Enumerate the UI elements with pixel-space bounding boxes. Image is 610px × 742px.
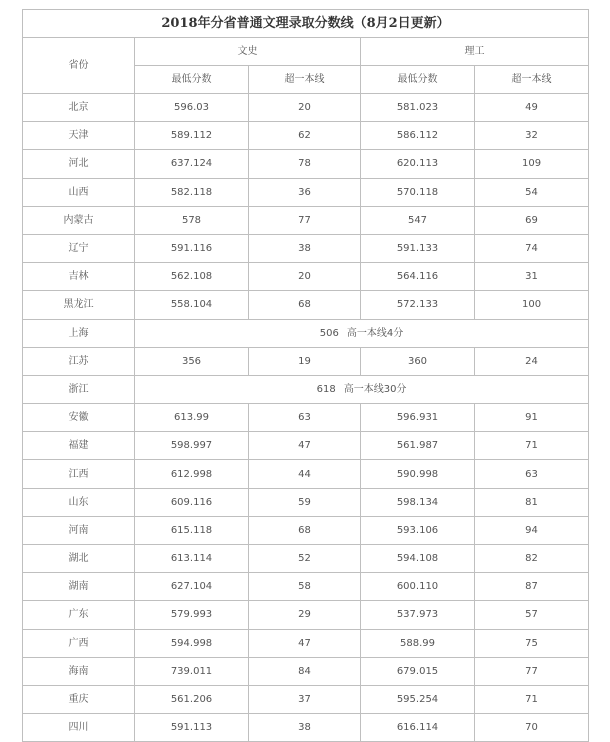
wenshi-over-line-cell: 77 [249, 206, 361, 234]
ligong-min-score-cell: 600.110 [361, 573, 475, 601]
table-row [23, 516, 589, 544]
ligong-over-line-cell: 100 [475, 291, 589, 319]
wenshi-over-line-cell: 58 [249, 573, 361, 601]
province-cell: 天津 [23, 122, 135, 150]
ligong-min-score-cell: 616.114 [361, 714, 475, 742]
wenshi-min-score-cell: 596.03 [135, 94, 249, 122]
province-cell: 广东 [23, 601, 135, 629]
province-cell: 山东 [23, 488, 135, 516]
province-cell: 山西 [23, 178, 135, 206]
merged-score: 506 [319, 327, 339, 339]
wenshi-over-line-cell: 47 [249, 629, 361, 657]
wenshi-over-line-cell: 19 [249, 347, 361, 375]
table-row [23, 263, 589, 291]
ligong-over-line-cell: 77 [475, 657, 589, 685]
wenshi-over-line-cell: 52 [249, 545, 361, 573]
score-table-container [22, 9, 588, 742]
ligong-over-line-cell: 87 [475, 573, 589, 601]
wenshi-over-line-cell: 84 [249, 657, 361, 685]
province-cell: 湖北 [23, 545, 135, 573]
ligong-over-line-cell: 57 [475, 601, 589, 629]
province-cell: 河北 [23, 150, 135, 178]
table-row [23, 347, 589, 375]
ligong-min-score-cell: 596.931 [361, 404, 475, 432]
merged-note: 高一本线30分 [343, 383, 407, 395]
wenshi-over-line-cell: 37 [249, 685, 361, 713]
wenshi-min-score-cell: 612.998 [135, 460, 249, 488]
ligong-over-line-cell: 24 [475, 347, 589, 375]
wenshi-min-score-cell: 613.114 [135, 545, 249, 573]
wenshi-over-line-cell: 62 [249, 122, 361, 150]
wenshi-min-score-cell: 627.104 [135, 573, 249, 601]
ligong-min-score-cell: 564.116 [361, 263, 475, 291]
wenshi-over-line-cell: 20 [249, 94, 361, 122]
ligong-over-line-cell: 71 [475, 432, 589, 460]
province-cell: 湖南 [23, 573, 135, 601]
wenshi-min-score-cell: 558.104 [135, 291, 249, 319]
table-row [23, 206, 589, 234]
province-cell: 黑龙江 [23, 291, 135, 319]
merged-score-cell [135, 319, 589, 347]
ligong-min-score-cell: 581.023 [361, 94, 475, 122]
province-cell: 上海 [23, 319, 135, 347]
ligong-min-score-cell: 537.973 [361, 601, 475, 629]
ligong-min-score-cell: 586.112 [361, 122, 475, 150]
wenshi-min-score-cell: 582.118 [135, 178, 249, 206]
table-row [23, 545, 589, 573]
wenshi-over-line-cell: 29 [249, 601, 361, 629]
title-row [23, 10, 589, 38]
ligong-over-line-cell: 31 [475, 263, 589, 291]
ligong-min-score-cell: 593.106 [361, 516, 475, 544]
table-row [23, 291, 589, 319]
ligong-min-score-cell: 591.133 [361, 234, 475, 262]
province-cell: 海南 [23, 657, 135, 685]
province-cell: 浙江 [23, 375, 135, 403]
table-row [23, 375, 589, 403]
ligong-over-line-cell: 74 [475, 234, 589, 262]
ligong-group-header: 理工 [361, 38, 589, 66]
table-row [23, 714, 589, 742]
ligong-min-score-cell: 595.254 [361, 685, 475, 713]
wenshi-over-line-cell: 63 [249, 404, 361, 432]
wenshi-min-score-cell: 589.112 [135, 122, 249, 150]
merged-note: 高一本线4分 [346, 327, 404, 339]
province-cell: 江苏 [23, 347, 135, 375]
table-row [23, 629, 589, 657]
ligong-over-line-cell: 71 [475, 685, 589, 713]
group-header-row [23, 38, 589, 66]
wenshi-min-score-cell: 609.116 [135, 488, 249, 516]
ligong-min-score-cell: 572.133 [361, 291, 475, 319]
province-cell: 吉林 [23, 263, 135, 291]
table-row [23, 657, 589, 685]
ligong-over-line-cell: 91 [475, 404, 589, 432]
wenshi-over-line-cell: 38 [249, 234, 361, 262]
wenshi-over-line-cell: 36 [249, 178, 361, 206]
ligong-min-score-cell: 570.118 [361, 178, 475, 206]
table-row [23, 404, 589, 432]
province-cell: 河南 [23, 516, 135, 544]
wenshi-group-header: 文史 [135, 38, 361, 66]
wenshi-min-score-cell: 561.206 [135, 685, 249, 713]
table-row [23, 94, 589, 122]
wenshi-over-line-header: 超一本线 [249, 66, 361, 94]
ligong-min-score-cell: 547 [361, 206, 475, 234]
table-row [23, 150, 589, 178]
wenshi-over-line-cell: 47 [249, 432, 361, 460]
province-cell: 福建 [23, 432, 135, 460]
ligong-min-score-cell: 588.99 [361, 629, 475, 657]
wenshi-over-line-cell: 68 [249, 291, 361, 319]
province-cell: 北京 [23, 94, 135, 122]
wenshi-over-line-cell: 44 [249, 460, 361, 488]
merged-score-cell [135, 375, 589, 403]
table-row [23, 573, 589, 601]
wenshi-min-score-cell: 356 [135, 347, 249, 375]
score-table-body [23, 94, 589, 742]
ligong-over-line-cell: 94 [475, 516, 589, 544]
table-row [23, 234, 589, 262]
ligong-min-score-cell: 590.998 [361, 460, 475, 488]
province-cell: 内蒙古 [23, 206, 135, 234]
wenshi-min-score-cell: 579.993 [135, 601, 249, 629]
ligong-over-line-cell: 75 [475, 629, 589, 657]
ligong-over-line-cell: 49 [475, 94, 589, 122]
wenshi-min-score-cell: 598.997 [135, 432, 249, 460]
ligong-min-score-cell: 360 [361, 347, 475, 375]
wenshi-min-score-cell: 578 [135, 206, 249, 234]
ligong-over-line-cell: 109 [475, 150, 589, 178]
table-row [23, 122, 589, 150]
admission-score-table [22, 9, 589, 742]
merged-score: 618 [316, 383, 336, 395]
table-row [23, 432, 589, 460]
ligong-over-line-cell: 54 [475, 178, 589, 206]
ligong-min-score-cell: 561.987 [361, 432, 475, 460]
ligong-over-line-header: 超一本线 [475, 66, 589, 94]
province-column-header: 省份 [23, 38, 135, 94]
wenshi-min-score-cell: 637.124 [135, 150, 249, 178]
province-cell: 四川 [23, 714, 135, 742]
province-cell: 安徽 [23, 404, 135, 432]
wenshi-min-score-cell: 739.011 [135, 657, 249, 685]
province-cell: 广西 [23, 629, 135, 657]
wenshi-over-line-cell: 68 [249, 516, 361, 544]
ligong-over-line-cell: 82 [475, 545, 589, 573]
wenshi-over-line-cell: 59 [249, 488, 361, 516]
wenshi-over-line-cell: 20 [249, 263, 361, 291]
wenshi-min-score-cell: 591.116 [135, 234, 249, 262]
wenshi-min-score-cell: 591.113 [135, 714, 249, 742]
ligong-over-line-cell: 70 [475, 714, 589, 742]
ligong-over-line-cell: 32 [475, 122, 589, 150]
ligong-min-score-header: 最低分数 [361, 66, 475, 94]
ligong-over-line-cell: 63 [475, 460, 589, 488]
table-row [23, 460, 589, 488]
ligong-min-score-cell: 594.108 [361, 545, 475, 573]
province-cell: 重庆 [23, 685, 135, 713]
wenshi-over-line-cell: 38 [249, 714, 361, 742]
wenshi-min-score-cell: 562.108 [135, 263, 249, 291]
wenshi-min-score-cell: 613.99 [135, 404, 249, 432]
wenshi-min-score-header: 最低分数 [135, 66, 249, 94]
table-row [23, 685, 589, 713]
province-cell: 辽宁 [23, 234, 135, 262]
wenshi-min-score-cell: 615.118 [135, 516, 249, 544]
ligong-over-line-cell: 69 [475, 206, 589, 234]
ligong-min-score-cell: 679.015 [361, 657, 475, 685]
table-row [23, 178, 589, 206]
wenshi-over-line-cell: 78 [249, 150, 361, 178]
table-row [23, 601, 589, 629]
ligong-min-score-cell: 620.113 [361, 150, 475, 178]
table-row [23, 319, 589, 347]
ligong-min-score-cell: 598.134 [361, 488, 475, 516]
province-cell: 江西 [23, 460, 135, 488]
table-row [23, 488, 589, 516]
wenshi-min-score-cell: 594.998 [135, 629, 249, 657]
ligong-over-line-cell: 81 [475, 488, 589, 516]
table-title: 2018年分省普通文理录取分数线（8月2日更新） [23, 10, 589, 38]
